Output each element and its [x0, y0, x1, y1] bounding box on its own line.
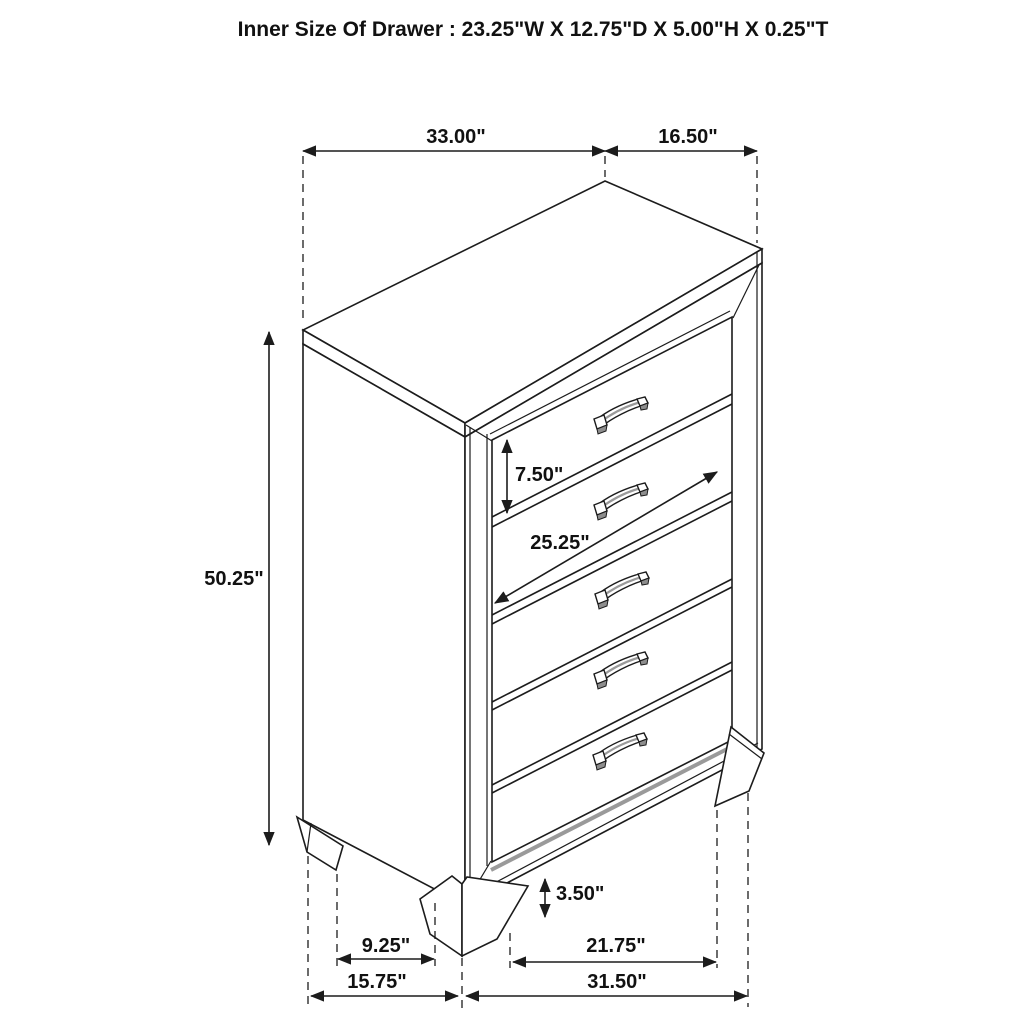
dim-front-foot-spacing [513, 935, 716, 962]
dim-side-foot-spacing-label: 9.25" [361, 935, 411, 957]
dim-front-foot-spacing-label: 21.75" [586, 935, 646, 957]
dim-top-width [303, 126, 605, 151]
dim-overall-height-label: 50.25" [204, 568, 264, 590]
dim-top-width-label: 33.00" [426, 126, 486, 148]
dim-overall-height [204, 332, 269, 845]
drawing-title: Inner Size Of Drawer : 23.25"W X 12.75"D X 5.00"H X 0.25"T [237, 18, 829, 41]
dim-base-width-label: 31.50" [587, 971, 647, 993]
chest-drawing [297, 181, 764, 956]
dim-drawer-face-width-label: 25.25" [530, 532, 590, 554]
dim-drawer-front-height-label: 7.50" [515, 464, 564, 486]
dim-base-depth [311, 971, 458, 996]
dim-top-depth-label: 16.50" [658, 126, 718, 148]
dim-foot-height-label: 3.50" [556, 883, 605, 905]
dim-side-foot-spacing [338, 935, 434, 959]
dim-base-width [466, 971, 747, 996]
dim-base-depth-label: 15.75" [347, 971, 407, 993]
front-foot [420, 876, 528, 956]
dim-foot-height [545, 879, 604, 917]
dim-top-depth [605, 126, 757, 151]
chest-side-panel [303, 344, 465, 905]
